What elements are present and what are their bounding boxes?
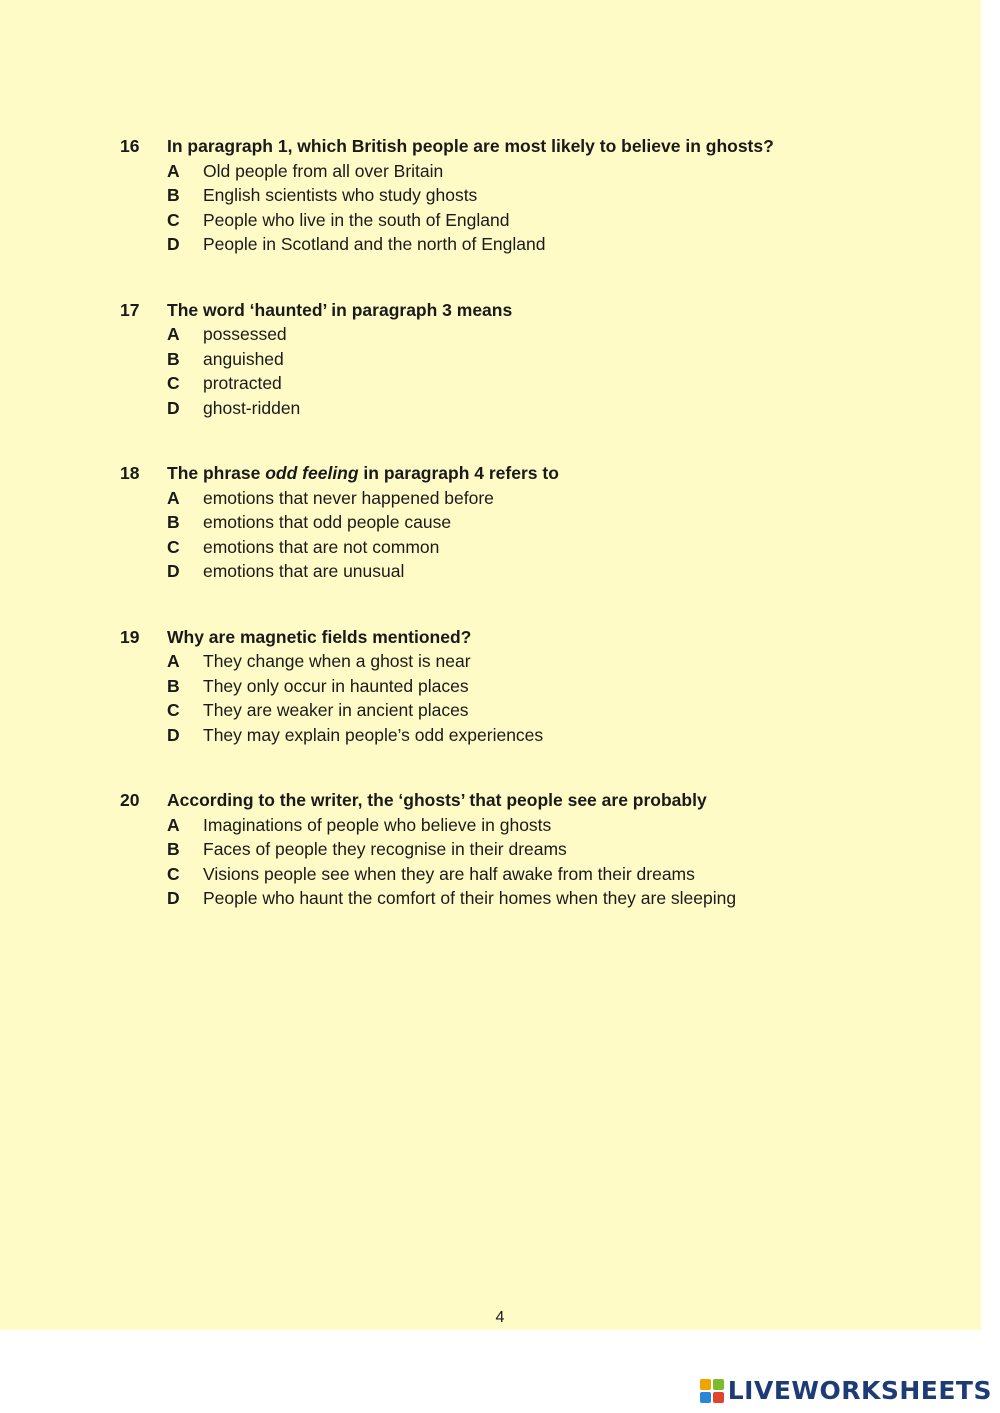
question-text-start: The phrase: [167, 463, 266, 483]
option-letter: B: [167, 348, 180, 369]
logo-icon: [700, 1379, 724, 1403]
option-letter: D: [167, 724, 180, 745]
option-text: possessed: [203, 324, 287, 344]
question-17: [0, 298, 981, 421]
option-letter: D: [167, 888, 180, 908]
option-b[interactable]: [0, 674, 981, 699]
option-letter: C: [167, 863, 180, 884]
option-c[interactable]: [0, 862, 981, 887]
question-text: According to the writer, the ‘ghosts’ that people see are probably: [167, 790, 707, 810]
option-text: anguished: [203, 348, 284, 369]
option-text: ghost-ridden: [203, 397, 301, 418]
option-b[interactable]: [0, 510, 981, 535]
option-c[interactable]: [0, 698, 981, 723]
question-number: 20: [120, 790, 140, 810]
option-text: Faces of people they recognise in their dreams: [203, 839, 567, 859]
page-number: 4: [495, 1309, 505, 1326]
question-16: [0, 134, 981, 257]
option-letter: D: [167, 234, 180, 254]
option-text: Imaginations of people who believe in ghosts: [203, 814, 552, 835]
option-d[interactable]: [0, 886, 981, 911]
option-text: Visions people see when they are half awake from their dreams: [203, 863, 695, 884]
option-b[interactable]: [0, 347, 981, 372]
question-stem: [0, 788, 981, 813]
option-d[interactable]: [0, 723, 981, 748]
brand-name: LIVEWORKSHEETS: [727, 1376, 992, 1405]
question-20: [0, 788, 981, 911]
option-letter: C: [167, 536, 180, 557]
question-number: 17: [120, 299, 140, 320]
option-b[interactable]: [0, 837, 981, 862]
option-letter: B: [167, 185, 180, 205]
option-text: They are weaker in ancient places: [203, 700, 469, 720]
option-text: People who haunt the comfort of their homes when they are sleeping: [203, 888, 737, 908]
option-text: Old people from all over Britain: [203, 160, 444, 181]
option-letter: A: [167, 814, 180, 835]
option-c[interactable]: [0, 535, 981, 560]
option-d[interactable]: [0, 559, 981, 584]
liveworksheets-logo[interactable]: [700, 1376, 992, 1405]
option-text: emotions that are unusual: [203, 561, 405, 581]
option-letter: A: [167, 160, 180, 181]
option-letter: B: [167, 512, 180, 532]
question-number: 16: [120, 136, 140, 156]
question-number: 18: [120, 463, 140, 483]
option-d[interactable]: [0, 396, 981, 421]
option-a[interactable]: [0, 322, 981, 347]
question-stem: [0, 298, 981, 323]
option-letter: D: [167, 561, 180, 581]
logo-square-1: [700, 1379, 711, 1390]
option-letter: A: [167, 324, 180, 344]
option-d[interactable]: [0, 232, 981, 257]
logo-square-2: [713, 1379, 724, 1390]
option-a[interactable]: [0, 159, 981, 184]
option-text: emotions that are not common: [203, 536, 440, 557]
option-a[interactable]: [0, 649, 981, 674]
logo-square-3: [700, 1392, 711, 1403]
option-letter: A: [167, 651, 180, 671]
option-letter: A: [167, 487, 180, 508]
question-text: In paragraph 1, which British people are most likely to believe in ghosts?: [167, 136, 774, 156]
option-text: They may explain people’s odd experiences: [203, 724, 544, 745]
question-text: The word ‘haunted’ in paragraph 3 means: [167, 299, 513, 320]
option-a[interactable]: [0, 813, 981, 838]
question-number: 19: [120, 626, 140, 647]
option-letter: B: [167, 675, 180, 696]
question-stem: [0, 625, 981, 650]
option-text: People in Scotland and the north of England: [203, 234, 546, 254]
option-text: People who live in the south of England: [203, 209, 510, 230]
question-18: [0, 461, 981, 584]
option-letter: C: [167, 373, 180, 393]
question-stem: [0, 461, 981, 486]
option-c[interactable]: [0, 208, 981, 233]
question-19: [0, 625, 981, 748]
option-letter: C: [167, 700, 180, 720]
option-text: English scientists who study ghosts: [203, 185, 478, 205]
question-text: [167, 461, 559, 486]
option-letter: B: [167, 839, 180, 859]
option-a[interactable]: [0, 486, 981, 511]
option-c[interactable]: [0, 371, 981, 396]
option-letter: C: [167, 209, 180, 230]
option-text: emotions that never happened before: [203, 487, 494, 508]
option-b[interactable]: [0, 183, 981, 208]
option-letter: D: [167, 397, 180, 418]
question-stem: [0, 134, 981, 159]
question-text: Why are magnetic fields mentioned?: [167, 626, 472, 647]
option-text: emotions that odd people cause: [203, 512, 452, 532]
question-list: [0, 134, 981, 952]
question-text-italic: odd feeling: [265, 463, 359, 483]
option-text: They only occur in haunted places: [203, 675, 469, 696]
option-text: They change when a ghost is near: [203, 651, 471, 671]
logo-square-4: [713, 1392, 724, 1403]
option-text: protracted: [203, 373, 282, 393]
question-text-end: in paragraph 4 refers to: [358, 463, 559, 483]
